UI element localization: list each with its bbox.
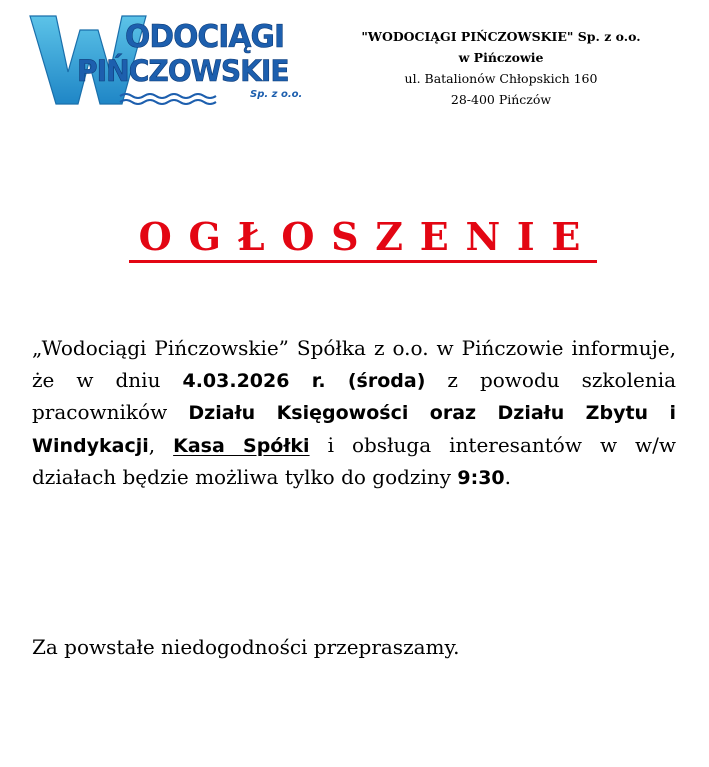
body-comma: , xyxy=(148,432,156,457)
logo-text-line2: PIŃCZOWSKIE xyxy=(77,54,289,88)
logo-text-line1: ODOCIĄGI xyxy=(125,19,285,55)
closing-apology: Za powstałe niedogodności przepraszamy. xyxy=(32,635,460,659)
body-period: . xyxy=(504,465,512,489)
announcement-title-row xyxy=(0,214,709,263)
affected-departments: Działu Księgowości oraz Działu Zbytu i Windykacji xyxy=(32,402,677,457)
announcement-body xyxy=(32,333,676,495)
body-intro: „Wodociągi Pińczowskie” Spółka z o.o. w Pińczowie informuje, że w dniu xyxy=(32,336,676,392)
closing-hour: 9:30 xyxy=(457,467,505,489)
cash-desk: Kasa Spółki xyxy=(173,434,310,457)
company-city: w Pińczowie xyxy=(458,50,544,65)
body-service-info: i obsługa interesantów w w/w działach będzie możliwa tylko do godziny xyxy=(32,432,677,489)
company-postal: 28-400 Pińczów xyxy=(450,92,552,107)
company-logo xyxy=(28,12,318,108)
company-name: "WODOCIĄGI PIŃCZOWSKIE" Sp. z o.o. xyxy=(361,29,641,44)
company-street: ul. Batalionów Chłopskich 160 xyxy=(404,71,598,86)
announcement-date: 4.03.2026 r. (środa) xyxy=(182,369,426,392)
company-address-block xyxy=(332,26,670,110)
announcement-title: OGŁOSZENIE xyxy=(129,214,597,263)
logo-subtext: Sp. z o.o. xyxy=(250,89,303,100)
body-reason: z powodu szkolenia pracowników xyxy=(32,367,677,424)
